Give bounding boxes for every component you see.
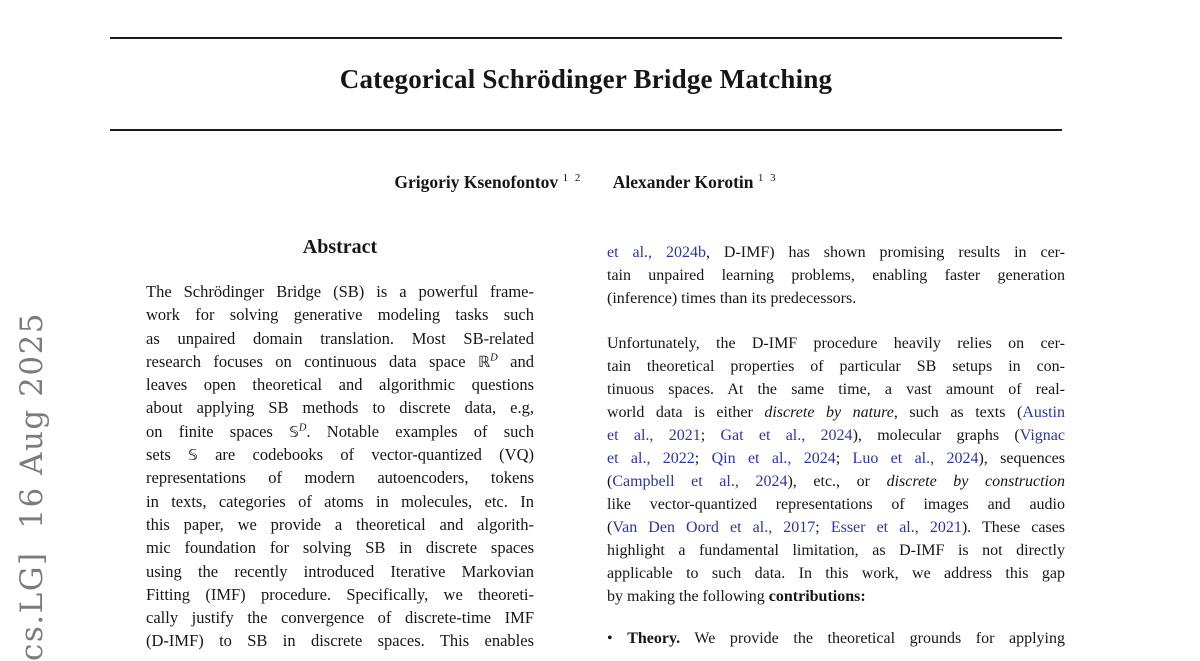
citation-link[interactable]: et al., 2024b xyxy=(607,244,706,261)
text-segment: applicable to such data. In this work, we address this gap xyxy=(607,565,1065,582)
author-2 xyxy=(613,172,778,192)
text-segment: We provide the theoretical grounds for applying xyxy=(680,630,1065,647)
text-segment: contributions: xyxy=(768,588,866,605)
text-segment: , D-IMF) has shown promising results in cer- xyxy=(705,244,1066,261)
text-line xyxy=(146,280,534,303)
text-segment: (inference) times than its predecessors. xyxy=(607,290,857,307)
text-line xyxy=(607,447,1065,470)
text-segment: , such as texts ( xyxy=(893,404,1023,421)
text-line xyxy=(146,443,534,466)
text-segment: Theory. xyxy=(627,630,681,647)
text-line xyxy=(607,493,1065,516)
text-segment: Fitting (IMF) procedure. Specifically, we theoreti- xyxy=(146,584,534,604)
text-segment: using the recently introduced Iterative Markovian xyxy=(146,561,534,581)
author-1 xyxy=(394,172,582,192)
text-segment: discrete by construction xyxy=(886,473,1065,490)
text-segment: like vector-quantized representations of images and audio xyxy=(607,496,1065,513)
text-line xyxy=(146,420,534,443)
text-segment: discrete by nature xyxy=(764,404,894,421)
text-line xyxy=(146,350,534,373)
text-segment: in texts, categories of atoms in molecules, etc. In xyxy=(146,491,534,511)
text-segment: . Notable examples of such xyxy=(306,421,535,441)
right-column-text xyxy=(607,241,1065,650)
text-line xyxy=(607,355,1065,378)
paragraph xyxy=(607,332,1065,608)
text-segment: ; xyxy=(700,427,721,444)
text-segment: are codebooks of vector-quantized (VQ) xyxy=(197,445,535,465)
text-segment: ; xyxy=(835,450,853,467)
text-line xyxy=(607,378,1065,401)
text-segment: leaves open theoretical and algorithmic questions xyxy=(146,375,534,395)
text-segment: 𝕊 xyxy=(188,446,198,465)
text-segment: about applying SB methods to discrete data, e.g, xyxy=(146,398,534,418)
text-segment: research focuses on continuous data space xyxy=(146,351,479,371)
text-segment: ), etc., or xyxy=(787,473,887,490)
text-line xyxy=(146,583,534,606)
citation-link[interactable]: Campbell et al., 2024 xyxy=(612,473,788,490)
text-line xyxy=(607,539,1065,562)
text-segment: D xyxy=(490,352,498,364)
text-line xyxy=(607,401,1065,424)
text-line xyxy=(607,470,1065,493)
text-line xyxy=(146,513,534,536)
text-segment: Unfortunately, the D-IMF procedure heavily relies on cer- xyxy=(607,335,1065,352)
text-segment: by making the following xyxy=(607,588,769,605)
horizontal-rule-top xyxy=(110,37,1062,39)
text-segment: D xyxy=(298,422,307,434)
text-segment: world data is either xyxy=(607,404,765,421)
text-line xyxy=(146,536,534,559)
citation-link[interactable]: Qin et al., 2024 xyxy=(711,450,836,467)
text-line xyxy=(607,585,1065,608)
text-segment: as unpaired domain translation. Most SB-related xyxy=(146,328,534,348)
text-line xyxy=(146,490,534,513)
abstract-heading: Abstract xyxy=(302,236,378,258)
citation-link[interactable]: et al., 2022 xyxy=(607,450,695,467)
citation-link[interactable]: Vignac xyxy=(1019,427,1066,444)
text-segment: work for solving generative modeling tasks such xyxy=(146,305,534,325)
text-segment: sets xyxy=(146,445,189,465)
author-line xyxy=(110,172,1062,193)
text-segment: on finite spaces xyxy=(146,421,290,441)
text-segment: this paper, we provide a theoretical and algorith- xyxy=(146,514,534,534)
text-segment: mic foundation for solving SB in discrete spaces xyxy=(146,538,534,558)
text-segment: and xyxy=(497,351,534,371)
horizontal-rule-below-title xyxy=(110,129,1062,131)
text-segment: ), molecular graphs ( xyxy=(852,427,1020,444)
author-2-name: Alexander Korotin xyxy=(612,172,754,192)
text-segment: • xyxy=(607,630,628,647)
text-segment: cally justify the convergence of discrete-time IMF xyxy=(146,608,534,628)
citation-link[interactable]: Austin xyxy=(1022,404,1065,421)
arxiv-watermark: cs.LG] 16 Aug 2025 xyxy=(14,311,50,661)
text-line xyxy=(607,424,1065,447)
text-segment: tain theoretical properties of particular SB setups in con- xyxy=(607,358,1065,375)
text-segment: ( xyxy=(607,473,613,490)
text-line xyxy=(146,373,534,396)
text-segment: 𝕊 xyxy=(289,422,299,441)
text-segment: ). These cases xyxy=(961,519,1066,536)
paragraph xyxy=(607,241,1065,310)
text-segment: tain unpaired learning problems, enabling faster generation xyxy=(607,267,1065,284)
citation-link[interactable]: Van Den Oord et al., 2017 xyxy=(612,519,816,536)
text-segment: highlight a fundamental limitation, as D-IMF is not directly xyxy=(607,542,1065,559)
text-line xyxy=(146,606,534,629)
text-segment: The Schrödinger Bridge (SB) is a powerful frame- xyxy=(146,282,534,301)
author-2-affiliations: 1 3 xyxy=(757,172,778,185)
text-segment: tinuous spaces. At the same time, a vast amount of real- xyxy=(607,381,1065,398)
text-line xyxy=(607,287,1065,310)
text-segment: (D-IMF) to SB in discrete spaces. This enables xyxy=(146,631,534,651)
text-segment: ; xyxy=(815,519,831,536)
text-segment: ℝ xyxy=(478,352,491,371)
text-line xyxy=(607,264,1065,287)
text-line xyxy=(146,396,534,419)
text-line xyxy=(607,516,1065,539)
citation-link[interactable]: et al., 2021 xyxy=(607,427,701,444)
abstract-body xyxy=(146,280,534,653)
author-1-name: Grigoriy Ksenofontov xyxy=(394,172,559,192)
text-line xyxy=(146,560,534,583)
text-segment: ( xyxy=(607,519,613,536)
text-line xyxy=(607,241,1065,264)
text-line xyxy=(146,629,534,652)
citation-link[interactable]: Luo et al., 2024 xyxy=(852,450,979,467)
text-line xyxy=(607,332,1065,355)
text-line xyxy=(146,466,534,489)
paragraph xyxy=(607,627,1065,650)
paper-title: Categorical Schrödinger Bridge Matching xyxy=(339,64,833,94)
text-segment: ), sequences xyxy=(978,450,1066,467)
text-segment: representations of modern autoencoders, tokens xyxy=(146,468,534,488)
text-line xyxy=(146,327,534,350)
author-1-affiliations: 1 2 xyxy=(562,172,583,185)
citation-link[interactable]: Esser et al., 2021 xyxy=(830,519,962,536)
text-segment: ; xyxy=(694,450,712,467)
citation-link[interactable]: Gat et al., 2024 xyxy=(720,427,853,444)
text-line xyxy=(146,303,534,326)
text-line xyxy=(607,562,1065,585)
text-line xyxy=(607,627,1065,650)
